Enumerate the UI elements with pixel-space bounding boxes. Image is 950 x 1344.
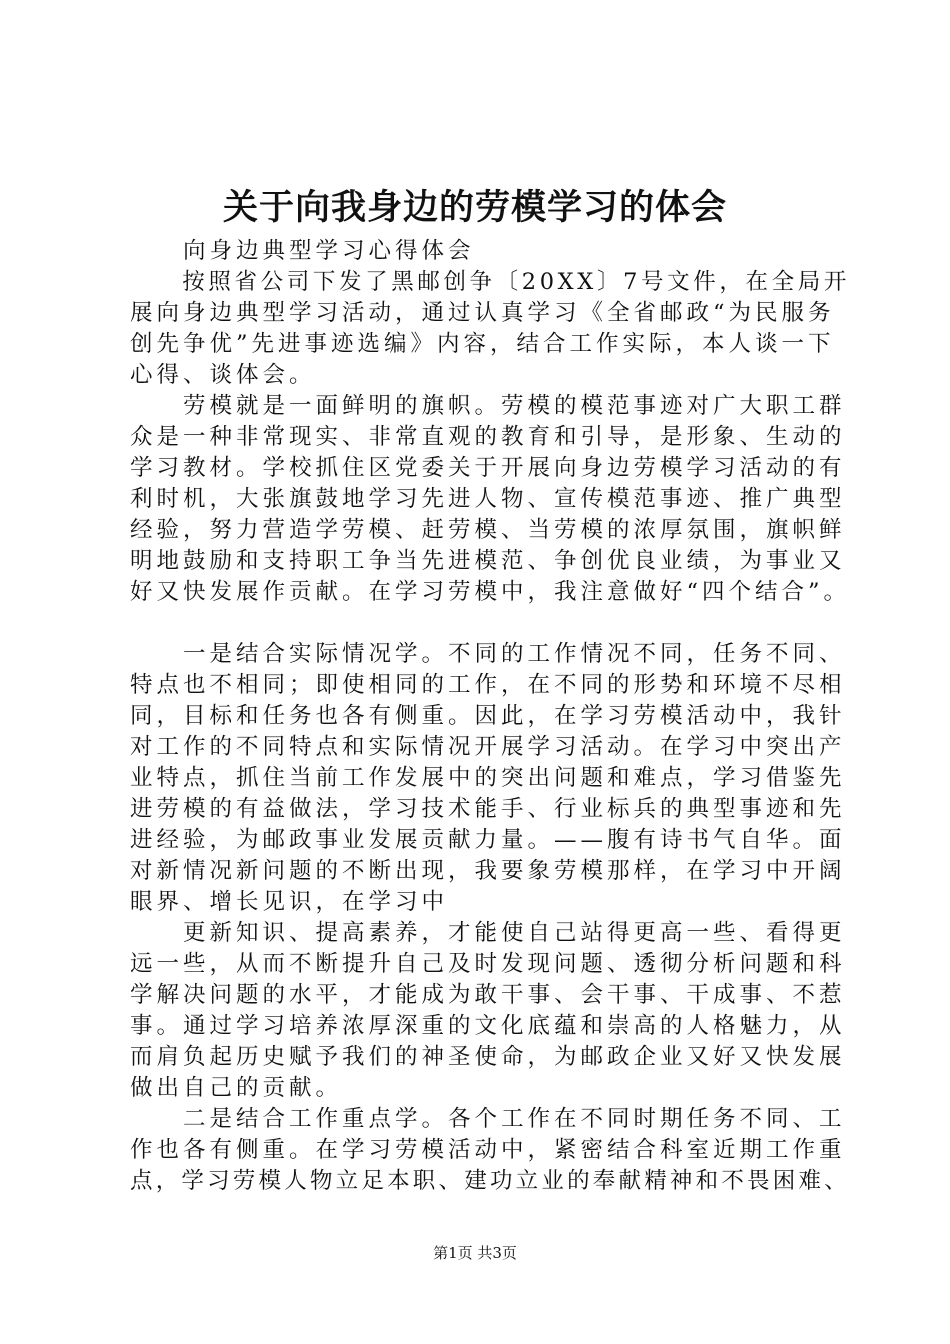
text-line: 展向身边典型学习活动，通过认真学习《全省邮政“为民服务 [130, 300, 835, 326]
text-line: 一是结合实际情况学。不同的工作情况不同，任务不同、 [130, 641, 846, 667]
text-line: 更新知识、提高素养，才能使自己站得更高一些、看得更 [130, 920, 846, 946]
text-line: 点，学习劳模人物立足本职、建功立业的奉献精神和不畏困难、 [130, 1168, 850, 1194]
text-line: 学习教材。学校抓住区党委关于开展向身边劳模学习活动的有 [130, 455, 846, 481]
text-line: 众是一种非常现实、非常直观的教育和引导，是形象、生动的 [130, 424, 846, 450]
text-line: 按照省公司下发了黑邮创争〔20XX〕7号文件，在全局开 [130, 269, 850, 295]
text-line: 学解决问题的水平，才能成为敢干事、会干事、干成事、不惹 [130, 982, 846, 1008]
text-line: 事。通过学习培养浓厚深重的文化底蕴和崇高的人格魅力，从 [130, 1013, 846, 1039]
text-line: 心得、谈体会。 [130, 362, 316, 388]
text-line: 特点也不相同；即使相同的工作，在不同的形势和环境不尽相 [130, 672, 846, 698]
text-line: 进经验，为邮政事业发展贡献力量。——腹有诗书气自华。面 [130, 827, 846, 853]
text-line: 明地鼓励和支持职工争当先进模范、争创优良业绩，为事业又 [130, 548, 846, 574]
text-line: 而肩负起历史赋予我们的神圣使命，为邮政企业又好又快发展 [130, 1044, 846, 1070]
text-line: 同，目标和任务也各有侧重。因此，在学习劳模活动中，我针 [130, 703, 846, 729]
text-line: 向身边典型学习心得体会 [130, 238, 475, 264]
text-line: 对工作的不同特点和实际情况开展学习活动。在学习中突出产 [130, 734, 846, 760]
blank-line [130, 608, 850, 639]
document-title: 关于向我身边的劳模学习的体会 [222, 187, 727, 228]
text-line: 对新情况新问题的不断出现，我要象劳模那样，在学习中开阔 [130, 858, 846, 884]
text-line: 进劳模的有益做法，学习技术能手、行业标兵的典型事迹和先 [130, 796, 846, 822]
text-line: 二是结合工作重点学。各个工作在不同时期任务不同、工 [130, 1106, 846, 1132]
text-line: 经验，努力营造学劳模、赶劳模、当劳模的浓厚氛围，旗帜鲜 [130, 517, 846, 543]
text-line: 眼界、增长见识，在学习中 [130, 889, 449, 915]
text-line: 业特点，抓住当前工作发展中的突出问题和难点，学习借鉴先 [130, 765, 846, 791]
text-line: 好又快发展作贡献。在学习劳模中，我注意做好“四个结合”。 [130, 579, 851, 605]
text-line: 利时机，大张旗鼓地学习先进人物、宣传模范事迹、推广典型 [130, 486, 846, 512]
text-line: 作也各有侧重。在学习劳模活动中，紧密结合科室近期工作重 [130, 1137, 846, 1163]
text-line: 劳模就是一面鲜明的旗帜。劳模的模范事迹对广大职工群 [130, 393, 846, 419]
text-line: 做出自己的贡献。 [130, 1075, 343, 1101]
text-line: 远一些，从而不断提升自己及时发现问题、透彻分析问题和科 [130, 951, 846, 977]
page-footer: 第1页 共3页 [433, 1244, 517, 1262]
document-body [130, 236, 850, 1197]
text-line: 创先争优”先进事迹选编》内容，结合工作实际，本人谈一下 [130, 331, 835, 357]
